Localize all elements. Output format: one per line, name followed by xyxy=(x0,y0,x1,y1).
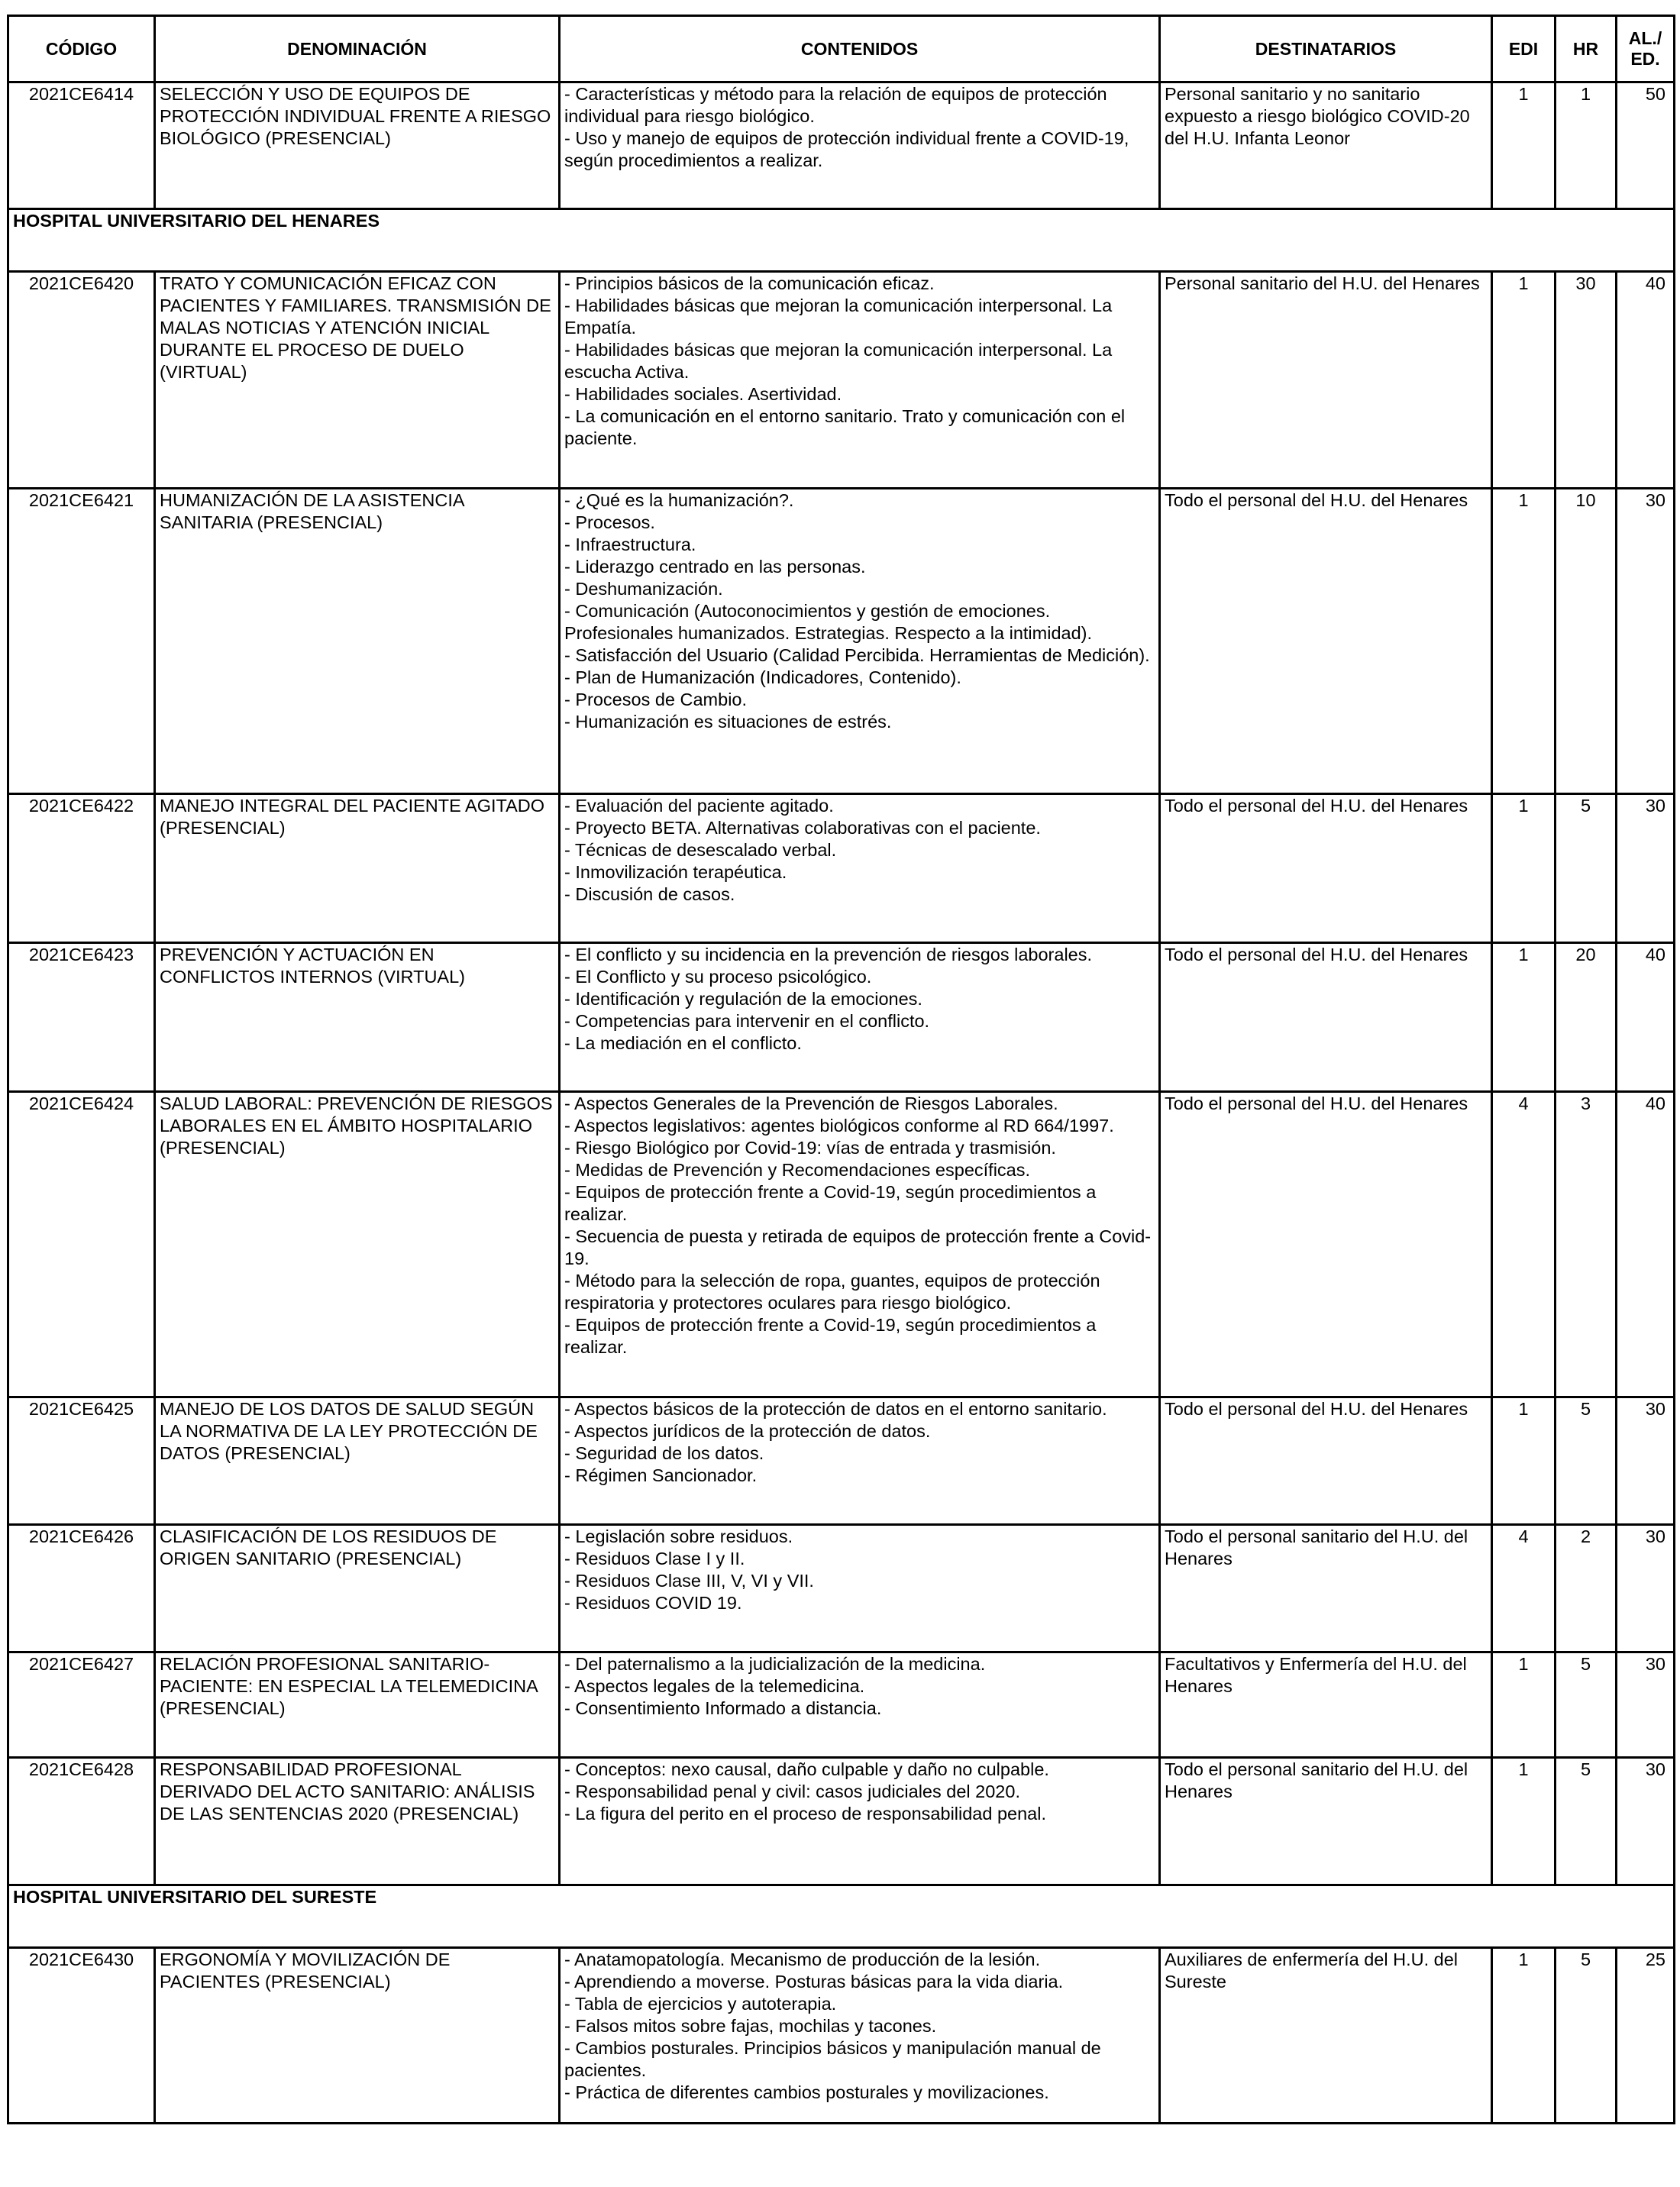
content-item: - ¿Qué es la humanización?. xyxy=(564,490,794,510)
course-edi: 1 xyxy=(1492,489,1556,794)
course-hr: 20 xyxy=(1556,943,1617,1092)
header-destinatarios: DESTINATARIOS xyxy=(1160,16,1492,82)
course-destinatarios: Todo el personal del H.U. del Henares xyxy=(1160,1092,1492,1397)
content-item: - Evaluación del paciente agitado. xyxy=(564,796,834,816)
course-destinatarios: Personal sanitario del H.U. del Henares xyxy=(1160,272,1492,489)
course-destinatarios: Todo el personal del H.U. del Henares xyxy=(1160,489,1492,794)
course-contents xyxy=(560,82,1160,209)
content-item: - Del paternalismo a la judicialización de la medicina. xyxy=(564,1654,986,1674)
content-item: - Método para la selección de ropa, guantes, equipos de protección respiratoria y protectores oculares para riesgo biológico. xyxy=(564,1271,1100,1313)
course-name: SALUD LABORAL: PREVENCIÓN DE RIESGOS LABORALES EN EL ÁMBITO HOSPITALARIO (PRESENCIAL) xyxy=(155,1092,560,1397)
header-contenidos: CONTENIDOS xyxy=(560,16,1160,82)
content-item: - Procesos. xyxy=(564,512,655,532)
header-denominacion: DENOMINACIÓN xyxy=(155,16,560,82)
course-name: HUMANIZACIÓN DE LA ASISTENCIA SANITARIA (PRESENCIAL) xyxy=(155,489,560,794)
course-contents xyxy=(560,1397,1160,1525)
course-destinatarios: Todo el personal sanitario del H.U. del Henares xyxy=(1160,1758,1492,1885)
course-hr: 5 xyxy=(1556,1652,1617,1758)
course-name: ERGONOMÍA Y MOVILIZACIÓN DE PACIENTES (PRESENCIAL) xyxy=(155,1948,560,2124)
course-code: 2021CE6426 xyxy=(8,1525,155,1652)
table-row xyxy=(8,1397,1675,1525)
course-al-ed: 40 xyxy=(1617,272,1675,489)
course-contents xyxy=(560,794,1160,943)
content-item: - Habilidades básicas que mejoran la comunicación interpersonal. La Empatía. xyxy=(564,296,1113,338)
content-item: - Residuos Clase III, V, VI y VII. xyxy=(564,1571,814,1591)
content-item: - Aspectos básicos de la protección de datos en el entorno sanitario. xyxy=(564,1399,1107,1419)
content-item: - Aspectos legales de la telemedicina. xyxy=(564,1676,865,1696)
content-item: - Anatamopatología. Mecanismo de producción de la lesión. xyxy=(564,1950,1041,1969)
course-edi: 1 xyxy=(1492,943,1556,1092)
course-name: TRATO Y COMUNICACIÓN EFICAZ CON PACIENTES Y FAMILIARES. TRANSMISIÓN DE MALAS NOTICIAS Y ATENCIÓN INICIAL DURANTE EL PROCESO DE DUELO (VIRTUAL) xyxy=(155,272,560,489)
content-item: - Residuos Clase I y II. xyxy=(564,1549,745,1568)
content-item: - Consentimiento Informado a distancia. xyxy=(564,1698,882,1718)
course-hr: 2 xyxy=(1556,1525,1617,1652)
table-row xyxy=(8,82,1675,209)
content-item: - Plan de Humanización (Indicadores, Contenido). xyxy=(564,667,961,687)
course-contents xyxy=(560,943,1160,1092)
content-item: - El Conflicto y su proceso psicológico. xyxy=(564,967,872,987)
content-item: - Medidas de Prevención y Recomendaciones específicas. xyxy=(564,1160,1031,1180)
content-item: - Residuos COVID 19. xyxy=(564,1593,742,1613)
table-row xyxy=(8,1652,1675,1758)
content-item: - Satisfacción del Usuario (Calidad Percibida. Herramientas de Medición). xyxy=(564,645,1150,665)
content-item: - Equipos de protección frente a Covid-19, según procedimientos a realizar. xyxy=(564,1315,1097,1357)
course-edi: 4 xyxy=(1492,1092,1556,1397)
course-destinatarios: Todo el personal del H.U. del Henares xyxy=(1160,794,1492,943)
header-codigo: CÓDIGO xyxy=(8,16,155,82)
course-contents xyxy=(560,1948,1160,2124)
content-item: - Riesgo Biológico por Covid-19: vías de entrada y trasmisión. xyxy=(564,1138,1056,1158)
course-al-ed: 30 xyxy=(1617,794,1675,943)
course-contents xyxy=(560,1092,1160,1397)
content-item: - Competencias para intervenir en el conflicto. xyxy=(564,1011,930,1031)
table-row xyxy=(8,1948,1675,2124)
course-contents xyxy=(560,1525,1160,1652)
course-edi: 1 xyxy=(1492,82,1556,209)
course-hr: 30 xyxy=(1556,272,1617,489)
table-row xyxy=(8,489,1675,794)
content-item: - Discusión de casos. xyxy=(564,884,735,904)
course-destinatarios: Todo el personal del H.U. del Henares xyxy=(1160,1397,1492,1525)
content-item: - Falsos mitos sobre fajas, mochilas y tacones. xyxy=(564,2016,937,2036)
course-al-ed: 30 xyxy=(1617,1758,1675,1885)
course-name: PREVENCIÓN Y ACTUACIÓN EN CONFLICTOS INTERNOS (VIRTUAL) xyxy=(155,943,560,1092)
course-destinatarios: Auxiliares de enfermería del H.U. del Sureste xyxy=(1160,1948,1492,2124)
table-body xyxy=(8,82,1675,2124)
course-edi: 1 xyxy=(1492,1758,1556,1885)
content-item: - Secuencia de puesta y retirada de equipos de protección frente a Covid-19. xyxy=(564,1226,1152,1268)
course-hr: 5 xyxy=(1556,1758,1617,1885)
content-item: - La comunicación en el entorno sanitario. Trato y comunicación con el paciente. xyxy=(564,406,1126,448)
course-code: 2021CE6421 xyxy=(8,489,155,794)
section-row xyxy=(8,209,1675,272)
course-hr: 5 xyxy=(1556,794,1617,943)
course-destinatarios: Todo el personal del H.U. del Henares xyxy=(1160,943,1492,1092)
content-item: - Humanización es situaciones de estrés. xyxy=(564,712,892,732)
content-item: - Práctica de diferentes cambios posturales y movilizaciones. xyxy=(564,2082,1049,2102)
course-destinatarios: Personal sanitario y no sanitario expuesto a riesgo biológico COVID-20 del H.U. Infanta Leonor xyxy=(1160,82,1492,209)
content-item: - Liderazgo centrado en las personas. xyxy=(564,557,866,577)
course-al-ed: 50 xyxy=(1617,82,1675,209)
course-contents xyxy=(560,489,1160,794)
course-code: 2021CE6422 xyxy=(8,794,155,943)
content-item: - Habilidades básicas que mejoran la comunicación interpersonal. La escucha Activa. xyxy=(564,340,1113,382)
table-row xyxy=(8,794,1675,943)
course-name: MANEJO INTEGRAL DEL PACIENTE AGITADO (PRESENCIAL) xyxy=(155,794,560,943)
course-edi: 1 xyxy=(1492,1948,1556,2124)
table-row xyxy=(8,943,1675,1092)
content-item: - Régimen Sancionador. xyxy=(564,1465,758,1485)
course-code: 2021CE6427 xyxy=(8,1652,155,1758)
table-row xyxy=(8,1758,1675,1885)
course-hr: 3 xyxy=(1556,1092,1617,1397)
content-item: - Tabla de ejercicios y autoterapia. xyxy=(564,1994,837,2014)
course-code: 2021CE6423 xyxy=(8,943,155,1092)
content-item: - Aprendiendo a moverse. Posturas básicas para la vida diaria. xyxy=(564,1972,1064,1992)
course-name: SELECCIÓN Y USO DE EQUIPOS DE PROTECCIÓN INDIVIDUAL FRENTE A RIESGO BIOLÓGICO (PRESENCIAL) xyxy=(155,82,560,209)
table-row xyxy=(8,1525,1675,1652)
course-code: 2021CE6430 xyxy=(8,1948,155,2124)
content-item: - Uso y manejo de equipos de protección individual frente a COVID-19, según procedimientos a realizar. xyxy=(564,128,1129,170)
course-al-ed: 30 xyxy=(1617,1397,1675,1525)
content-item: - Seguridad de los datos. xyxy=(564,1443,764,1463)
content-item: - Equipos de protección frente a Covid-19, según procedimientos a realizar. xyxy=(564,1182,1097,1224)
content-item: - Aspectos Generales de la Prevención de Riesgos Laborales. xyxy=(564,1094,1058,1113)
course-al-ed: 30 xyxy=(1617,1652,1675,1758)
course-name: CLASIFICACIÓN DE LOS RESIDUOS DE ORIGEN SANITARIO (PRESENCIAL) xyxy=(155,1525,560,1652)
course-al-ed: 30 xyxy=(1617,1525,1675,1652)
course-al-ed: 40 xyxy=(1617,1092,1675,1397)
course-edi: 1 xyxy=(1492,272,1556,489)
course-destinatarios: Facultativos y Enfermería del H.U. del Henares xyxy=(1160,1652,1492,1758)
courses-table xyxy=(7,15,1675,2124)
course-name: MANEJO DE LOS DATOS DE SALUD SEGÚN LA NORMATIVA DE LA LEY PROTECCIÓN DE DATOS (PRESENCIAL) xyxy=(155,1397,560,1525)
content-item: - Inmovilización terapéutica. xyxy=(564,862,787,882)
header-row xyxy=(8,16,1675,82)
content-item: - Identificación y regulación de la emociones. xyxy=(564,989,922,1009)
header-al-ed: AL./ ED. xyxy=(1617,16,1675,82)
course-code: 2021CE6420 xyxy=(8,272,155,489)
course-code: 2021CE6414 xyxy=(8,82,155,209)
course-destinatarios: Todo el personal sanitario del H.U. del Henares xyxy=(1160,1525,1492,1652)
course-hr: 5 xyxy=(1556,1397,1617,1525)
header-edi: EDI xyxy=(1492,16,1556,82)
table-row xyxy=(8,272,1675,489)
course-name: RELACIÓN PROFESIONAL SANITARIO-PACIENTE: EN ESPECIAL LA TELEMEDICINA (PRESENCIAL) xyxy=(155,1652,560,1758)
content-item: - Proyecto BETA. Alternativas colaborativas con el paciente. xyxy=(564,818,1041,838)
content-item: - Cambios posturales. Principios básicos y manipulación manual de pacientes. xyxy=(564,2038,1101,2080)
content-item: - La figura del perito en el proceso de responsabilidad penal. xyxy=(564,1804,1047,1824)
course-name: RESPONSABILIDAD PROFESIONAL DERIVADO DEL ACTO SANITARIO: ANÁLISIS DE LAS SENTENCIAS 2020 (PRESENCIAL) xyxy=(155,1758,560,1885)
course-contents xyxy=(560,272,1160,489)
course-al-ed: 30 xyxy=(1617,489,1675,794)
course-hr: 5 xyxy=(1556,1948,1617,2124)
content-item: - Deshumanización. xyxy=(564,579,723,599)
content-item: - Procesos de Cambio. xyxy=(564,690,748,709)
course-edi: 1 xyxy=(1492,1397,1556,1525)
section-title: HOSPITAL UNIVERSITARIO DEL HENARES xyxy=(8,209,1675,272)
course-al-ed: 40 xyxy=(1617,943,1675,1092)
content-item: - Legislación sobre residuos. xyxy=(564,1526,793,1546)
content-item: - Aspectos jurídicos de la protección de datos. xyxy=(564,1421,931,1441)
content-item: - Conceptos: nexo causal, daño culpable y daño no culpable. xyxy=(564,1759,1049,1779)
course-code: 2021CE6428 xyxy=(8,1758,155,1885)
content-item: - La mediación en el conflicto. xyxy=(564,1033,802,1053)
course-hr: 1 xyxy=(1556,82,1617,209)
course-al-ed: 25 xyxy=(1617,1948,1675,2124)
header-hr: HR xyxy=(1556,16,1617,82)
section-title: HOSPITAL UNIVERSITARIO DEL SURESTE xyxy=(8,1885,1675,1948)
course-edi: 1 xyxy=(1492,1652,1556,1758)
course-code: 2021CE6425 xyxy=(8,1397,155,1525)
section-row xyxy=(8,1885,1675,1948)
content-item: - El conflicto y su incidencia en la prevención de riesgos laborales. xyxy=(564,945,1093,964)
content-item: - Técnicas de desescalado verbal. xyxy=(564,840,837,860)
course-edi: 4 xyxy=(1492,1525,1556,1652)
course-edi: 1 xyxy=(1492,794,1556,943)
content-item: - Infraestructura. xyxy=(564,535,696,554)
content-item: - Responsabilidad penal y civil: casos judiciales del 2020. xyxy=(564,1782,1020,1801)
course-code: 2021CE6424 xyxy=(8,1092,155,1397)
table-row xyxy=(8,1092,1675,1397)
course-hr: 10 xyxy=(1556,489,1617,794)
content-item: - Habilidades sociales. Asertividad. xyxy=(564,384,842,404)
course-contents xyxy=(560,1652,1160,1758)
course-contents xyxy=(560,1758,1160,1885)
content-item: - Características y método para la relación de equipos de protección individual para riesgo biológico. xyxy=(564,84,1107,126)
content-item: - Principios básicos de la comunicación eficaz. xyxy=(564,273,935,293)
content-item: - Comunicación (Autoconocimientos y gestión de emociones. Profesionales humanizados. Estrategias. Respecto a la intimidad). xyxy=(564,601,1093,643)
content-item: - Aspectos legislativos: agentes biológicos conforme al RD 664/1997. xyxy=(564,1116,1114,1135)
